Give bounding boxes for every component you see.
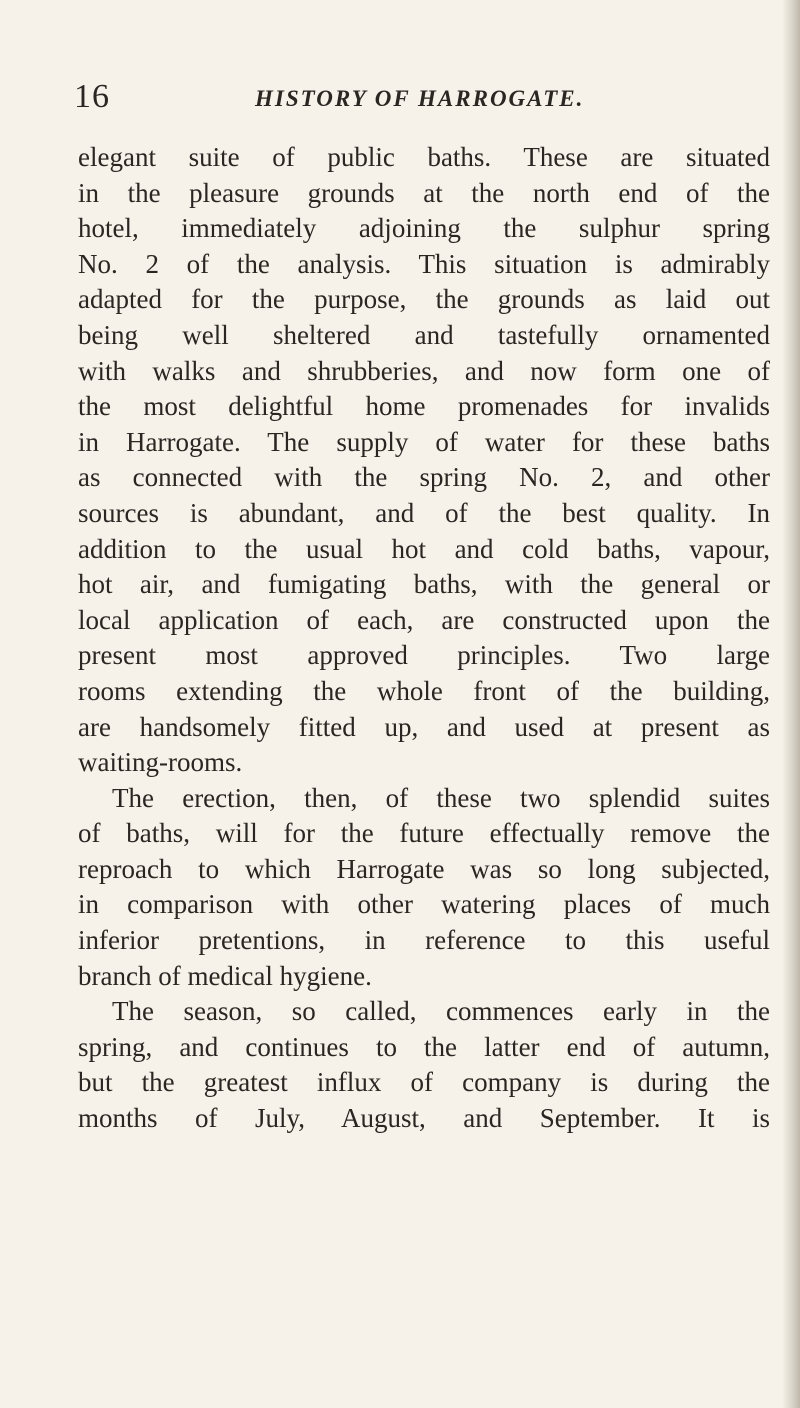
text-line: in Harrogate. The supply of water for these baths (78, 426, 770, 457)
text-line: hot air, and fumigating baths, with the general or (78, 569, 770, 600)
text-line: being well sheltered and tastefully ornamented (78, 319, 770, 350)
text-line: present most approved principles. Two large (78, 640, 770, 671)
text-line: branch of medical hygiene. (78, 960, 372, 991)
text-line: months of July, August, and September. It is (78, 1103, 770, 1134)
text-line: the most delightful home promenades for invalids (78, 391, 770, 422)
paragraph-first-line: The erection, then, of these two splendid suites (112, 782, 770, 813)
text-line: in the pleasure grounds at the north end of the (78, 177, 770, 208)
text-line: inferior pretentions, in reference to this useful (78, 925, 770, 956)
text-line: spring, and continues to the latter end of autumn, (78, 1031, 770, 1062)
text-line: with walks and shrubberies, and now form one of (78, 355, 770, 386)
body-text (78, 140, 770, 1137)
text-line: waiting-rooms. (78, 747, 243, 778)
text-line: in comparison with other watering places of much (78, 889, 770, 920)
text-line: addition to the usual hot and cold baths, vapour, (78, 533, 770, 564)
text-line: adapted for the purpose, the grounds as laid out (78, 284, 770, 315)
running-head: HISTORY OF HARROGATE. (255, 86, 585, 111)
text-line: rooms extending the whole front of the building, (78, 675, 770, 706)
text-line: as connected with the spring No. 2, and other (78, 462, 770, 493)
text-line: but the greatest influx of company is during the (78, 1067, 770, 1098)
text-line: No. 2 of the analysis. This situation is admirably (78, 248, 770, 279)
text-line: reproach to which Harrogate was so long subjected, (78, 853, 770, 884)
text-line: elegant suite of public baths. These are situated (78, 142, 770, 172)
text-line: sources is abundant, and of the best quality. In (78, 497, 770, 528)
text-line: of baths, will for the future effectually remove the (78, 818, 770, 849)
page-number: 16 (74, 78, 110, 115)
text-line: hotel, immediately adjoining the sulphur spring (78, 213, 770, 244)
page-edge-shadow (782, 0, 800, 1408)
paragraph-first-line: The season, so called, commences early in the (112, 996, 770, 1027)
text-line: are handsomely fitted up, and used at present as (78, 711, 770, 742)
text-line: local application of each, are constructed upon the (78, 604, 770, 635)
